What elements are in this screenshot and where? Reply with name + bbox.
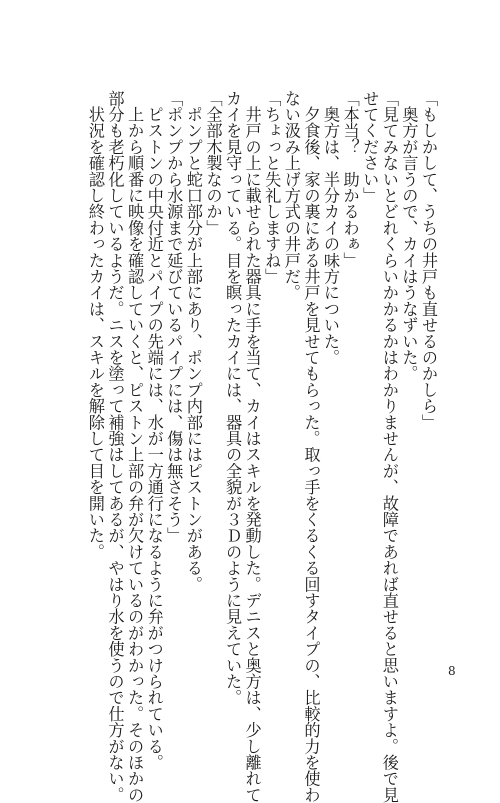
- text-line: 「見てみないとどれくらいかかるかはわかりませんが、故障であれば直せると思いますよ。後で見: [379, 90, 399, 803]
- text-line: 奥方は、半分カイの味方についた。: [321, 90, 341, 366]
- text-line: カイを見守っている。目を瞑ったカイには、器具の全貌が３Ｄのように見えていた。: [223, 90, 243, 706]
- vertical-text-block: [85, 90, 438, 803]
- text-line: 夕食後、家の裏にある井戸を見せてもらった。取っ手をくるくる回すタイプの、比較的力を使わ: [301, 90, 321, 803]
- text-line: 上から順番に映像を確認していくと、ピストン上部の弁が欠けているのがわかった。そのほかの: [125, 90, 145, 803]
- page-number: 8: [448, 664, 456, 678]
- text-line: 部分も老朽化しているようだ。ニスを塗って補強はしてあるが、やはり水を使うので仕方がない。: [105, 90, 125, 803]
- text-line: 奥方が言うので、カイはうなずいた。: [399, 90, 419, 382]
- text-line: 「ちょっと失礼しますね」: [262, 90, 282, 285]
- text-line: 「もしかして、うちの井戸も直せるのかしら」: [419, 90, 438, 431]
- text-line: ない汲み上げ方式の井戸だ。: [281, 90, 301, 301]
- text-line: 「本当？ 助かるわぁ」: [340, 90, 360, 269]
- text-line: 「ポンプから水源まで延びているパイプには、傷は無さそう」: [164, 90, 184, 544]
- text-line: 井戸の上に載せられた器具に手を当て、カイはスキルを発動した。デニスと奥方は、少し離れて: [242, 90, 262, 803]
- text-line: ピストンの中央付近とパイプの先端には、水が一方通行になるように弁がつけられている。: [144, 90, 164, 771]
- text-line: 「全部木製なのか」: [203, 90, 223, 236]
- text-line: 状況を確認し終わったカイは、スキルを解除して目を開いた。: [85, 90, 105, 560]
- text-line: ポンプと蛇口部分が上部にあり、ポンプ内部にはピストンがある。: [183, 90, 203, 593]
- text-line: せてください」: [360, 90, 380, 204]
